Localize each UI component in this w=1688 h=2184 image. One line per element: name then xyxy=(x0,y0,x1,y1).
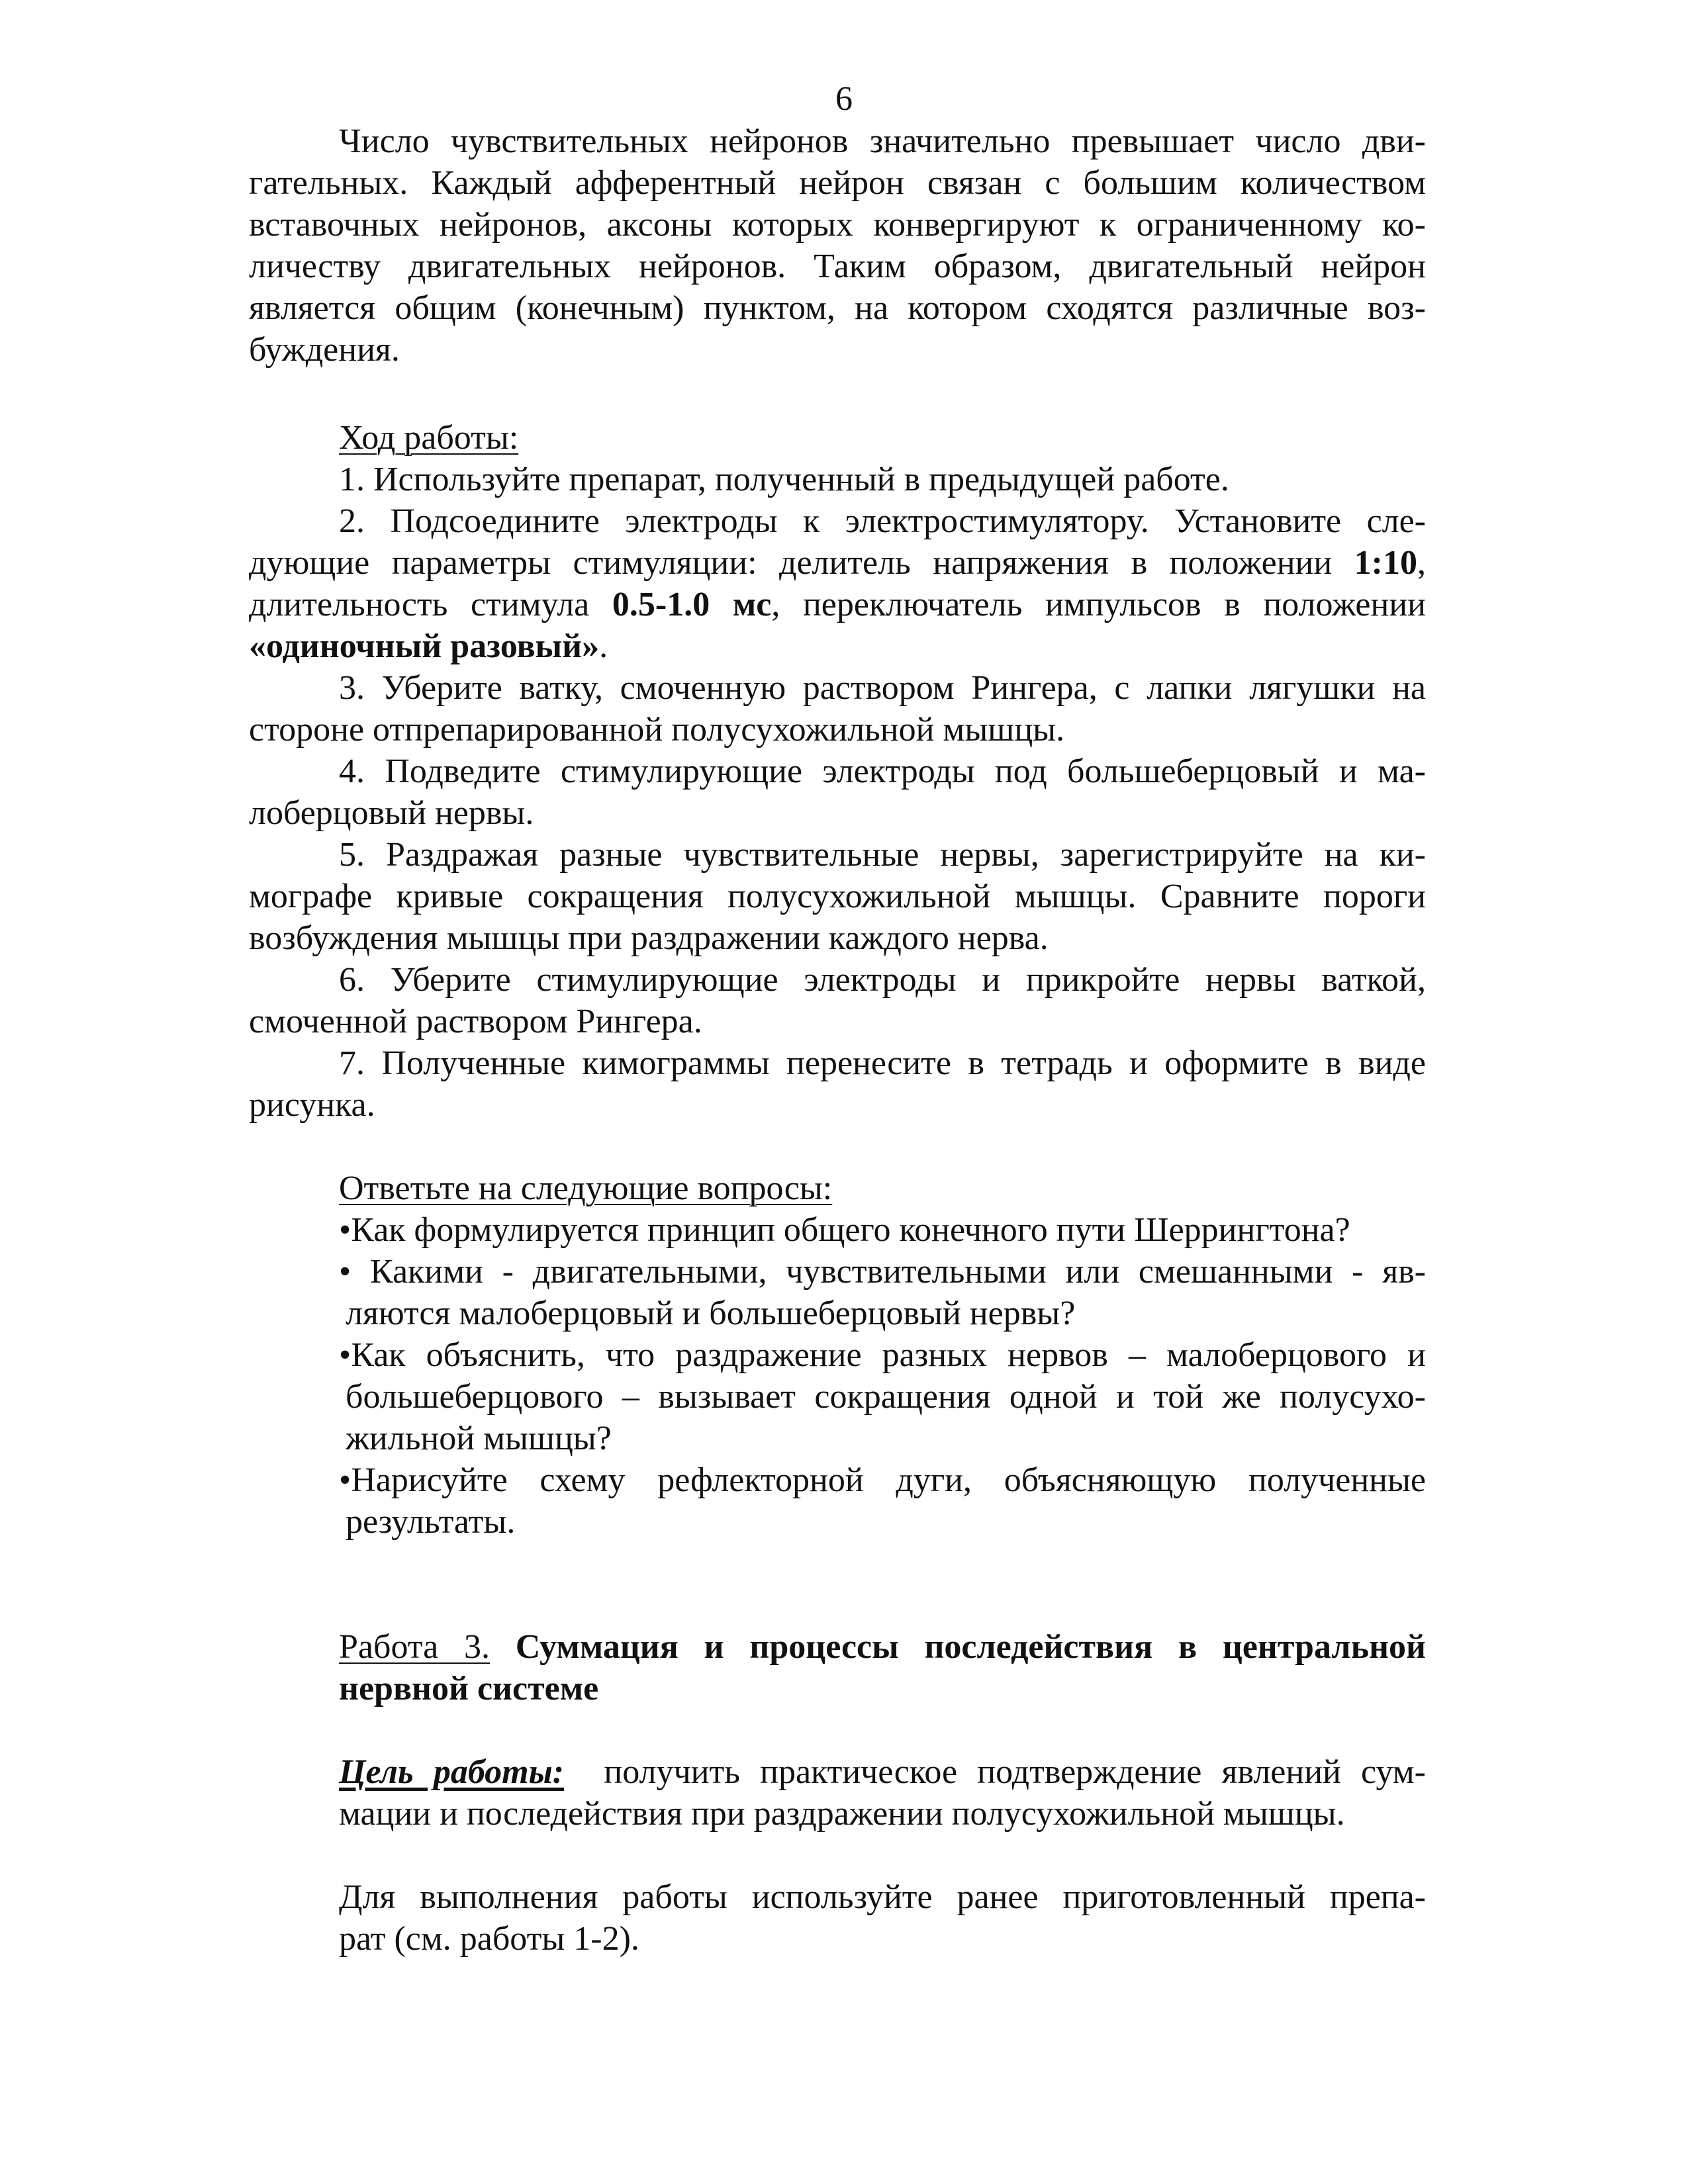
work3-title: нервной системе xyxy=(339,1670,599,1707)
procedure-step: 4. Подведите стимулирующие электроды под большеберцовый и ма- xyxy=(339,752,1426,790)
procedure-step: стороне отпрепарированной полусухожильной мышцы. xyxy=(249,711,1065,749)
intro-line: вставочных нейронов, аксоны которых конвергируют к ограниченному ко- xyxy=(249,206,1426,244)
question-item: ляются малоберцовый и большеберцовый нервы? xyxy=(346,1295,1076,1332)
procedure-step: возбуждения мышцы при раздражении каждого нерва. xyxy=(249,919,1049,957)
intro-line: Число чувствительных нейронов значительно превышает число дви- xyxy=(339,122,1426,160)
question-item: жильной мышцы? xyxy=(346,1420,612,1457)
procedure-step: мографе кривые сокращения полусухожильной мышцы. Сравните пороги xyxy=(249,878,1426,915)
page-number: 6 xyxy=(835,80,853,118)
procedure-step: 5. Раздражая разные чувствительные нервы, зарегистрируйте на ки- xyxy=(339,836,1426,874)
procedure-step: длительность стимула 0.5-1.0 мс, переключатель импульсов в положении xyxy=(249,586,1426,623)
procedure-step: 7. Полученные кимограммы перенесите в тетрадь и оформите в виде xyxy=(339,1044,1426,1082)
intro-line: является общим (конечным) пунктом, на котором сходятся различные воз- xyxy=(249,289,1426,327)
question-item: •Нарисуйте схему рефлекторной дуги, объясняющую полученные xyxy=(339,1461,1426,1499)
procedure-step: лоберцовый нервы. xyxy=(249,794,534,832)
intro-line: личеству двигательных нейронов. Таким образом, двигательный нейрон xyxy=(249,248,1426,285)
procedure-step: 2. Подсоедините электроды к электростимулятору. Установите сле- xyxy=(339,502,1426,540)
work3-note: Для выполнения работы используйте ранее приготовленный препа- xyxy=(339,1878,1426,1916)
procedure-step: дующие параметры стимуляции: делитель напряжения в положении 1:10, xyxy=(249,544,1426,582)
question-item: большеберцового – вызывает сокращения одной и той же полусухо- xyxy=(346,1378,1426,1416)
procedure-heading: Ход работы: xyxy=(339,419,519,457)
question-item: •Как объяснить, что раздражение разных нервов – малоберцового и xyxy=(339,1336,1426,1374)
work3-goal: Цель работы: получить практическое подтверждение явлений сум- xyxy=(339,1753,1426,1791)
questions-heading: Ответьте на следующие вопросы: xyxy=(339,1169,833,1207)
question-item: •Как формулируется принцип общего конечного пути Шеррингтона? xyxy=(339,1211,1350,1249)
work3-title: Работа 3. Суммация и процессы последействия в центральной xyxy=(339,1628,1427,1666)
work3-goal: мации и последействия при раздражении полусухожильной мышцы. xyxy=(339,1795,1345,1833)
work3-note: рат (см. работы 1-2). xyxy=(339,1920,639,1958)
procedure-step: 3. Уберите ватку, смоченную раствором Рингера, с лапки лягушки на xyxy=(339,669,1426,707)
question-item: • Какими - двигательными, чувствительными или смешанными - яв- xyxy=(339,1253,1426,1291)
procedure-step: рисунка. xyxy=(249,1086,375,1124)
intro-line: буждения. xyxy=(249,331,400,369)
procedure-step: 6. Уберите стимулирующие электроды и прикройте нервы ваткой, xyxy=(339,961,1426,999)
procedure-step: 1. Используйте препарат, полученный в предыдущей работе. xyxy=(339,461,1229,498)
question-item: результаты. xyxy=(346,1503,516,1541)
procedure-step: смоченной раствором Рингера. xyxy=(249,1003,702,1040)
intro-line: гательных. Каждый афферентный нейрон связан с большим количеством xyxy=(249,164,1426,202)
procedure-step: «одиночный разовый». xyxy=(249,627,608,665)
